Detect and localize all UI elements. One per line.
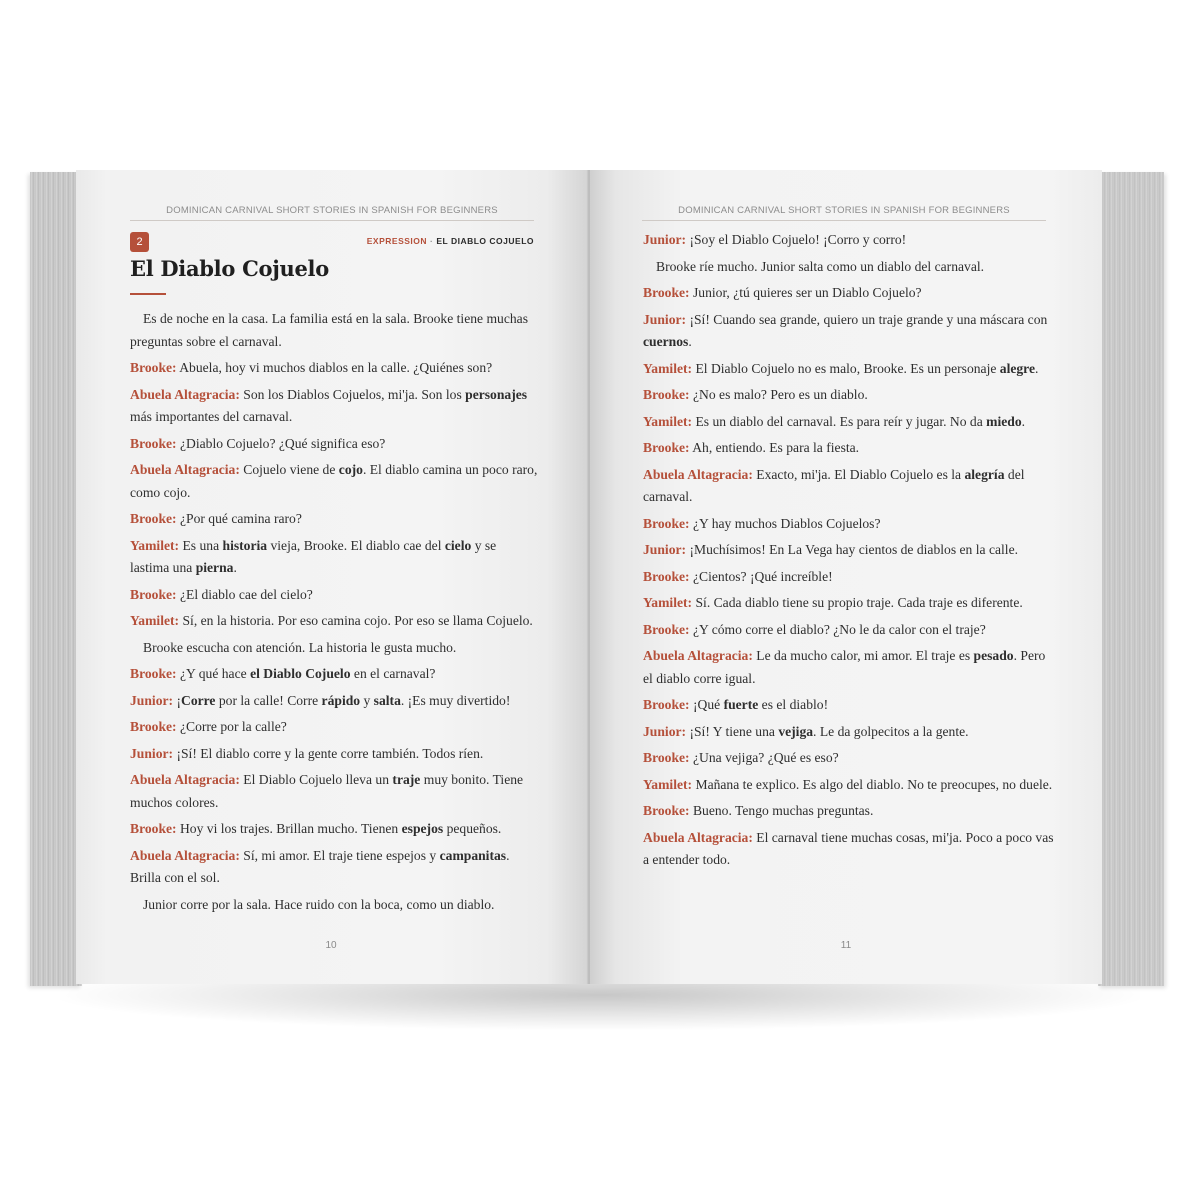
speaker-name: Abuela Altagracia: — [643, 466, 753, 482]
vocabulary-word: traje — [392, 772, 421, 787]
running-head: DOMINICAN CARNIVAL SHORT STORIES IN SPANISH FOR BEGINNERS — [166, 205, 498, 216]
text-run: Sí, en la historia. Por eso camina cojo. Por eso se llama Cojuelo. — [182, 613, 533, 628]
speaker-name: Abuela Altagracia: — [130, 386, 240, 402]
text-run: Junior, ¿tú quieres ser un Diablo Cojuelo? — [692, 285, 922, 300]
dialogue-line — [643, 282, 1055, 305]
right-page — [590, 170, 1102, 984]
dialogue-line — [643, 358, 1055, 381]
text-run: Es de noche en la casa. La familia está en la sala. Brooke tiene muchas preguntas sobre el carnaval. — [130, 311, 528, 349]
dialogue-line — [643, 411, 1055, 434]
text-run: Hoy vi los trajes. Brillan mucho. Tienen — [179, 821, 402, 836]
chapter-number-badge: 2 — [130, 232, 149, 252]
dialogue-line — [130, 357, 538, 380]
text-run: ¿Cientos? ¡Qué increíble! — [692, 568, 833, 584]
vocabulary-word: espejos — [401, 821, 444, 836]
dialogue-line — [130, 716, 538, 739]
text-run: Bueno. Tengo muchas preguntas. — [692, 803, 874, 818]
header-rule — [130, 220, 534, 221]
speaker-name: Junior: — [130, 745, 174, 761]
speaker-name: Abuela Altagracia: — [130, 847, 240, 863]
text-run: . Brilla con el sol. — [130, 847, 510, 885]
text-run: ¡Sí! Cuando sea grande, quiero un traje grande y una máscara con — [689, 311, 1048, 327]
text-run: pequeños. — [443, 821, 502, 836]
dialogue-line — [130, 535, 538, 580]
dialogue-line — [130, 818, 538, 841]
text-run: ¿Y cómo corre el diablo? ¿No le da calor con el traje? — [692, 621, 986, 637]
speaker-name: Brooke: — [643, 285, 690, 300]
dialogue-line — [643, 694, 1055, 717]
text-run: . Le da golpecitos a la gente. — [813, 723, 969, 739]
dialogue-line — [643, 592, 1055, 615]
speaker-name: Brooke: — [130, 360, 177, 375]
dialogue-line — [643, 384, 1055, 407]
speaker-name: Brooke: — [643, 803, 690, 818]
section-theme: EXPRESSION — [366, 236, 428, 246]
text-run: ¿Por qué camina raro? — [179, 511, 302, 526]
vocabulary-word: fuerte — [723, 697, 759, 712]
text-run: ¡Qué — [692, 697, 724, 712]
speaker-name: Brooke: — [130, 435, 177, 451]
dialogue-line — [130, 663, 538, 686]
text-run: . — [1021, 413, 1026, 429]
speaker-name: Junior: — [130, 692, 174, 708]
speaker-name: Brooke: — [643, 387, 690, 402]
speaker-name: Brooke: — [130, 821, 177, 836]
section-label — [367, 236, 534, 246]
speaker-name: Brooke: — [130, 586, 177, 602]
text-run: . El diablo camina un poco raro, como cojo. — [130, 462, 538, 500]
vocabulary-word: cuernos — [643, 334, 689, 349]
text-run: ¿Diablo Cojuelo? ¿Qué significa eso? — [179, 435, 386, 451]
speaker-name: Junior: — [643, 311, 687, 327]
section-title: EL DIABLO COJUELO — [436, 236, 534, 246]
vocabulary-word: vejiga — [778, 723, 814, 739]
narration-paragraph — [643, 256, 1055, 279]
text-run: ¡ — [176, 692, 181, 708]
text-run: El carnaval tiene muchas cosas, mi'ja. Poco a poco vas a entender todo. — [643, 829, 1054, 867]
speaker-name: Junior: — [643, 232, 687, 247]
dialogue-line — [130, 584, 538, 607]
dialogue-line — [130, 690, 538, 713]
dialogue-line — [643, 513, 1055, 536]
dialogue-line — [130, 384, 538, 429]
vocabulary-word: alegre — [999, 360, 1036, 376]
dialogue-line — [643, 800, 1055, 823]
dialogue-line — [643, 309, 1055, 354]
text-run: en el carnaval? — [350, 666, 436, 681]
text-run: ¡Sí! El diablo corre y la gente corre también. Todos ríen. — [176, 745, 484, 761]
speaker-name: Yamilet: — [643, 413, 693, 429]
text-run: ¿Y hay muchos Diablos Cojuelos? — [692, 515, 881, 531]
text-run: Ah, entiendo. Es para la fiesta. — [692, 440, 860, 455]
page-number: 11 — [840, 940, 852, 951]
text-run: . ¡Es muy divertido! — [400, 692, 511, 708]
speaker-name: Yamilet: — [130, 537, 180, 553]
dialogue-line — [643, 437, 1055, 460]
title-underline — [130, 293, 166, 295]
dialogue-line — [130, 508, 538, 531]
speaker-name: Brooke: — [643, 750, 690, 765]
dialogue-line — [643, 827, 1055, 872]
speaker-name: Yamilet: — [643, 776, 693, 792]
vocabulary-word: historia — [222, 537, 268, 553]
vocabulary-word: Corre — [181, 692, 216, 708]
text-run: ¡Muchísimos! En La Vega hay cientos de diablos en la calle. — [689, 542, 1019, 557]
header-rule — [642, 220, 1046, 221]
text-run: Brooke escucha con atención. La historia le gusta mucho. — [143, 639, 457, 655]
dialogue-line — [130, 769, 538, 814]
page-number: 10 — [325, 940, 337, 951]
text-run: . — [233, 560, 237, 575]
narration-paragraph — [130, 637, 538, 660]
dialogue-line — [643, 539, 1055, 562]
text-run: . — [1035, 360, 1039, 376]
speaker-name: Brooke: — [130, 719, 177, 734]
text-run: . Pero el diablo corre igual. — [643, 648, 1046, 686]
dialogue-line — [643, 721, 1055, 744]
page-stack-right — [1098, 172, 1164, 986]
text-run: Junior corre por la sala. Hace ruido con la boca, como un diablo. — [143, 896, 495, 912]
text-run: ¿Corre por la calle? — [179, 719, 287, 734]
speaker-name: Yamilet: — [643, 595, 693, 610]
text-run: del carnaval. — [643, 466, 1025, 504]
vocabulary-word: pesado — [973, 648, 1014, 663]
text-run: El Diablo Cojuelo no es malo, Brooke. Es un personaje — [695, 360, 1000, 376]
dialogue-line — [643, 619, 1055, 642]
dialogue-line — [643, 229, 1055, 252]
text-run: y se lastima una — [130, 537, 497, 575]
text-run: es el diablo! — [758, 697, 829, 712]
text-run: El Diablo Cojuelo lleva un — [243, 772, 393, 787]
vocabulary-word: personajes — [465, 386, 528, 402]
text-run: . — [688, 334, 692, 349]
dialogue-line — [643, 645, 1055, 690]
vocabulary-word: el Diablo Cojuelo — [250, 666, 351, 681]
speaker-name: Brooke: — [643, 440, 690, 455]
text-run: Brooke ríe mucho. Junior salta como un diablo del carnaval. — [656, 258, 985, 274]
vocabulary-word: salta — [373, 692, 401, 708]
speaker-name: Junior: — [643, 723, 687, 739]
text-run: Es una — [182, 537, 223, 553]
text-run: ¿El diablo cae del cielo? — [179, 586, 313, 602]
speaker-name: Brooke: — [643, 568, 690, 584]
section-separator: · — [430, 236, 434, 246]
narration-paragraph — [130, 894, 538, 917]
dialogue-line — [130, 610, 538, 633]
text-run: Sí, mi amor. El traje tiene espejos y — [243, 847, 440, 863]
speaker-name: Yamilet: — [130, 613, 180, 628]
speaker-name: Brooke: — [130, 511, 177, 526]
text-run: vieja, Brooke. El diablo cae del — [267, 537, 445, 553]
dialogue-line — [643, 464, 1055, 509]
text-run: Sí. Cada diablo tiene su propio traje. Cada traje es diferente. — [695, 595, 1023, 610]
running-head: DOMINICAN CARNIVAL SHORT STORIES IN SPANISH FOR BEGINNERS — [678, 205, 1010, 216]
vocabulary-word: pierna — [195, 560, 234, 575]
text-run: Exacto, mi'ja. El Diablo Cojuelo es la — [756, 466, 965, 482]
vocabulary-word: campanitas — [439, 847, 507, 863]
speaker-name: Abuela Altagracia: — [130, 462, 240, 477]
text-run: por la calle! Corre — [215, 692, 322, 708]
text-run: ¿Y qué hace — [179, 666, 251, 681]
text-run: Mañana te explico. Es algo del diablo. No te preocupes, no duele. — [695, 776, 1053, 792]
dialogue-line — [643, 747, 1055, 770]
dialogue-line — [643, 774, 1055, 797]
speaker-name: Abuela Altagracia: — [643, 829, 753, 845]
text-run: Es un diablo del carnaval. Es para reír y jugar. No da — [695, 413, 987, 429]
text-run: Son los Diablos Cojuelos, mi'ja. Son los — [243, 386, 466, 402]
text-run: ¿Una vejiga? ¿Qué es eso? — [692, 750, 839, 765]
chapter-title: El Diablo Cojuelo — [130, 256, 329, 281]
dialogue-line — [130, 845, 538, 890]
text-run: muy bonito. Tiene muchos colores. — [130, 772, 524, 810]
dialogue-line — [130, 743, 538, 766]
text-run: Abuela, hoy vi muchos diablos en la calle. ¿Quiénes son? — [179, 360, 493, 375]
speaker-name: Brooke: — [643, 621, 690, 637]
vocabulary-word: rápido — [321, 692, 361, 708]
speaker-name: Brooke: — [643, 697, 690, 712]
text-run: más importantes del carnaval. — [130, 409, 293, 424]
text-run: ¡Soy el Diablo Cojuelo! ¡Corro y corro! — [689, 232, 907, 247]
vocabulary-word: miedo — [986, 413, 1022, 429]
dialogue-line — [130, 433, 538, 456]
dialogue-line — [130, 459, 538, 504]
vocabulary-word: cielo — [444, 537, 472, 553]
text-run: Cojuelo viene de — [243, 462, 339, 477]
speaker-name: Brooke: — [130, 666, 177, 681]
narration-paragraph — [130, 308, 538, 353]
speaker-name: Junior: — [643, 542, 687, 557]
dialogue-line — [643, 566, 1055, 589]
speaker-name: Abuela Altagracia: — [643, 648, 753, 663]
text-run: y — [360, 692, 374, 708]
speaker-name: Brooke: — [643, 515, 690, 531]
text-run: ¡Sí! Y tiene una — [689, 723, 779, 739]
vocabulary-word: alegría — [964, 466, 1005, 482]
story-text-right — [643, 229, 1055, 876]
speaker-name: Yamilet: — [643, 360, 693, 376]
text-run: ¿No es malo? Pero es un diablo. — [692, 387, 868, 402]
speaker-name: Abuela Altagracia: — [130, 772, 240, 787]
vocabulary-word: cojo — [338, 462, 363, 477]
text-run: Le da mucho calor, mi amor. El traje es — [756, 648, 974, 663]
left-page — [76, 170, 588, 984]
page-stack-left — [30, 172, 82, 986]
story-text-left — [130, 308, 538, 920]
